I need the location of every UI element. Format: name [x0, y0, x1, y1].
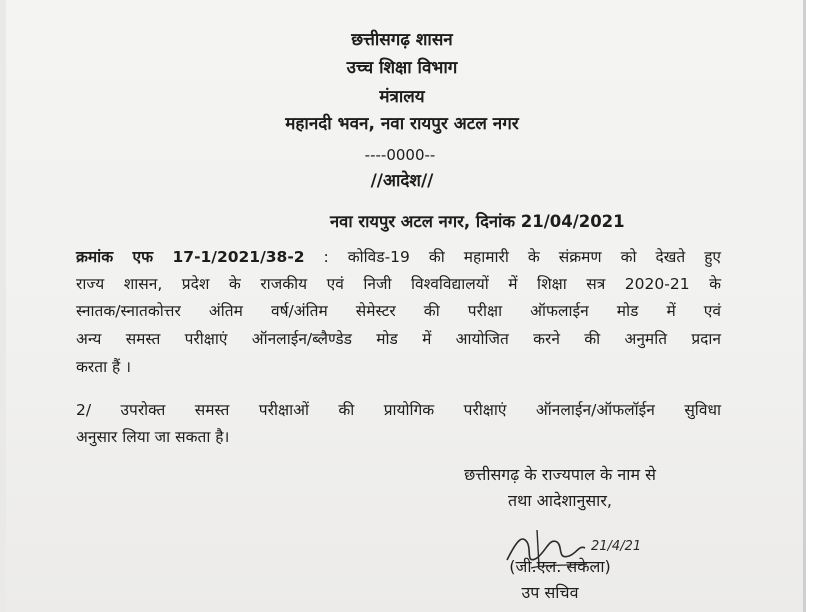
signatory-name: (जी.एल. सकेला) [509, 557, 611, 576]
handwritten-date: 21/4/21 [591, 539, 642, 554]
order-reference: क्रमांक एफ 17-1/2021/38-2 [76, 248, 305, 266]
header-department: उच्च शिक्षा विभाग [346, 58, 458, 78]
para2-line1: 2/ उपरोक्त समस्त परीक्षाओं की प्रायोगिक परीक्षाएं ऑनलाईन/ऑफलॉईन सुविधा [76, 401, 721, 419]
header-ministry: मंत्रालय [379, 87, 425, 107]
signatory-designation: उप सचिव [521, 583, 579, 602]
para1-line3: स्नातक/स्नातकोत्तर अंतिम वर्ष/अंतिम सेमेस्टर की परीक्षा ऑफलाईन मोड में एवं [76, 302, 721, 320]
background-strip [806, 0, 827, 612]
para1-line5: करता हैं । [76, 358, 132, 376]
signature-order: तथा आदेशानुसार, [508, 491, 612, 510]
para1-line4: अन्य समस्त परीक्षाएं ऑनलाईन/ब्लैण्डेड मोड में आयोजित करने की अनुमति प्रदान [76, 330, 721, 348]
header-separator: ----0000-- [364, 146, 436, 164]
para1-line1-text: : कोविड-19 की महामारी के संक्रमण को देखते हुए [323, 248, 721, 266]
para1-line2: राज्य शासन, प्रदेश के राजकीय एवं निजी विश्वविद्यालयों में शिक्षा सत्र 2020-21 के [76, 275, 721, 293]
dateline: नवा रायपुर अटल नगर, दिनांक 21/04/2021 [330, 212, 625, 231]
header-address: महानदी भवन, नवा रायपुर अटल नगर [285, 114, 519, 134]
para2-line2: अनुसार लिया जा सकता है। [76, 428, 230, 446]
order-title: //आदेश// [370, 171, 434, 191]
header-government: छत्तीसगढ़ शासन [351, 30, 453, 50]
para1-line1 [76, 247, 721, 267]
signature-authority: छत्तीसगढ़ के राज्यपाल के नाम से [464, 465, 656, 484]
